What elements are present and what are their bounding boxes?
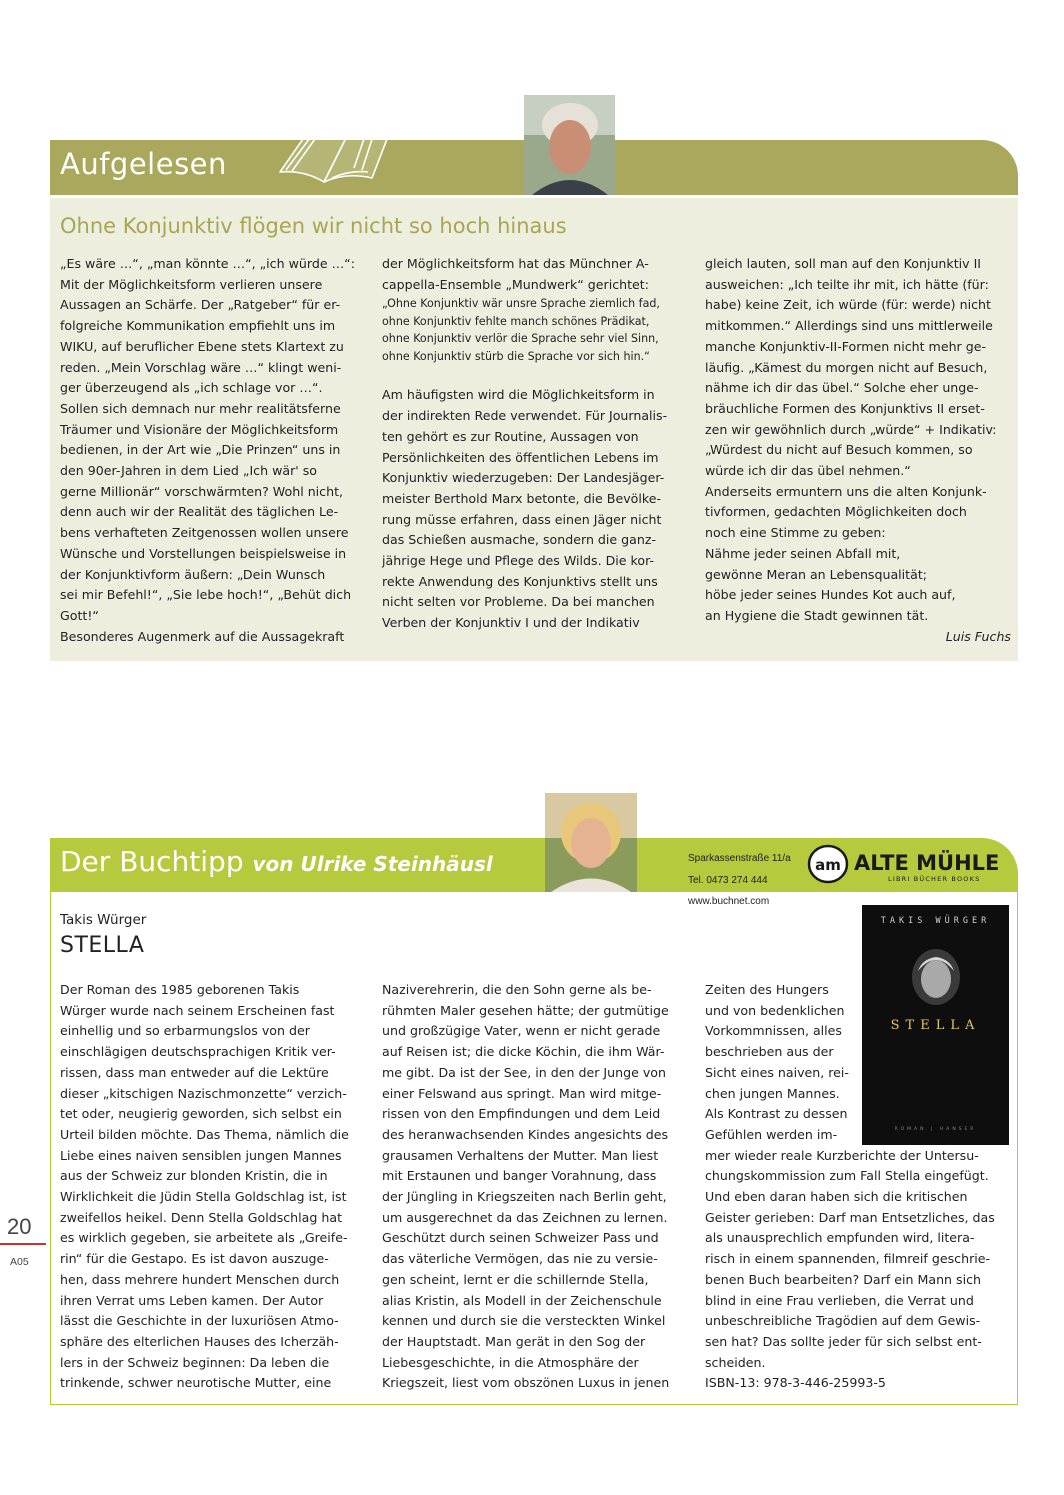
text-line: Geschützt durch seinen Schweizer Pass und — [382, 1230, 659, 1246]
text-line: Geister gerieben: Darf man Entsetzliches, das — [705, 1209, 995, 1225]
quote-line: „Ohne Konjunktiv wär unsre Sprache ziemlich fad, — [382, 297, 660, 311]
text-line: Gefühlen werden im- — [705, 1126, 838, 1142]
text-line: Nähme jeder seinen Abfall mit, — [705, 545, 901, 561]
text-line: Urteil bilden möchte. Das Thema, nämlich die — [60, 1126, 349, 1142]
review-column-2 — [382, 980, 692, 1394]
buchtipp-title-text: Der Buchtipp — [60, 845, 244, 878]
text-line: scheiden. — [705, 1354, 766, 1370]
text-line: das Schießen ausmache, sondern die ganz- — [382, 532, 657, 548]
text-line: Wirklichkeit die Jüdin Stella Goldschlag ist, ist — [60, 1189, 347, 1205]
text-line: Als Kontrast zu dessen — [705, 1106, 848, 1122]
text-line: hen, dass mehrere hundert Menschen durch — [60, 1271, 340, 1287]
buchtipp-byline: von Ulrike Steinhäusl — [252, 852, 493, 876]
text-line: gleich lauten, soll man auf den Konjunktiv II — [705, 256, 982, 271]
text-line: läufig. „Kämest du morgen nicht auf Besuch, — [705, 359, 988, 375]
text-line: ISBN-13: 978-3-446-25993-5 — [705, 1375, 886, 1391]
text-line: den 90er-Jahren in dem Lied „Ich wär' so — [60, 463, 317, 479]
text-line: nähme ich dir das übel.“ Solche eher unge- — [705, 380, 979, 396]
article-column-3 — [705, 254, 1011, 647]
text-line: mitkommen.“ Allerdings sind uns mittlerweile — [705, 318, 993, 334]
cover-author: TAKIS WÜRGER — [880, 916, 991, 926]
author-photo-ulrike-steinhaeusl — [545, 793, 637, 892]
text-line: Verben der Konjunktiv I und der Indikativ — [382, 615, 640, 631]
logo-subtitle: LIBRI BÜCHER BOOKS — [888, 875, 981, 883]
author-photo-luis-fuchs — [524, 95, 615, 195]
svg-text:am: am — [815, 856, 841, 874]
text-line: lers in der Schweiz beginnen: Da leben die — [60, 1354, 330, 1370]
text-line: sen hat? Das sollte jeder für sich selbst ent- — [705, 1333, 982, 1349]
cover-title: STELLA — [890, 1018, 981, 1033]
text-line: Sollen sich demnach nur mehr realitätsferne — [60, 400, 341, 416]
text-line: blind in eine Frau verlieben, die Verrat und — [705, 1292, 974, 1308]
text-line: gerne Millionär“ vorschwärmten? Wohl nicht, — [60, 483, 344, 499]
text-line: kennen und durch sie die versteckten Winkel — [382, 1313, 666, 1329]
text-line: rissen, dass man entweder auf die Lektüre — [60, 1064, 329, 1080]
text-line: zweifellos heikel. Denn Stella Goldschlag hat — [60, 1209, 343, 1225]
text-line: me gibt. Da ist der See, in den der Junge von — [382, 1064, 666, 1080]
article-column-1 — [60, 254, 368, 647]
author-signature: Luis Fuchs — [945, 628, 1011, 644]
text-line: mit Erstaunen und banger Vorahnung, dass — [382, 1168, 657, 1184]
text-line: bräuchliche Formen des Konjunktivs II erset- — [705, 400, 985, 416]
text-line: ten gehört es zur Routine, Aussagen von — [382, 428, 639, 444]
text-line: manche Konjunktiv-II-Formen nicht mehr ge- — [705, 338, 987, 354]
address-line: www.buchnet.com — [688, 896, 770, 907]
text-line: Gott!“ — [60, 607, 99, 623]
cover-footer: ROMAN | HANSER — [894, 1127, 977, 1132]
text-line: unbeschreibliche Tragödien auf dem Gewis- — [705, 1313, 981, 1329]
article-headline: Ohne Konjunktiv flögen wir nicht so hoch hinaus — [60, 214, 567, 238]
text-line: der Möglichkeitsform hat das Münchner A- — [382, 256, 649, 271]
text-line: denn auch wir der Realität des täglichen Le- — [60, 504, 339, 520]
text-line: chungskommission zum Fall Stella eingefügt. — [705, 1168, 989, 1184]
text-line: gen scheint, lernt er die schillernde Stella, — [382, 1271, 649, 1287]
text-line: Besonderes Augenmerk auf die Aussagekraft — [60, 628, 345, 644]
text-line: rung müsse erfahren, dass einen Jäger nicht — [382, 511, 662, 527]
text-line: mer wieder reale Kurzberichte der Untersu- — [705, 1147, 979, 1163]
text-line: der Jüngling in Kriegszeiten nach Berlin geht, — [382, 1189, 667, 1205]
text-line: und von bedenklichen — [705, 1002, 845, 1018]
text-line: reden. „Mein Vorschlag wäre …“ klingt weni- — [60, 359, 342, 375]
text-line: bens verhafteten Zeitgenossen wollen unsere — [60, 525, 349, 541]
text-line: Konjunktiv wiederzugeben: Der Landesjäger- — [382, 470, 665, 486]
address-line: Tel. 0473 274 444 — [688, 874, 768, 886]
text-line: tivformen, gedachten Möglichkeiten doch — [705, 504, 967, 520]
text-line: Anderseits ermuntern uns die alten Konjunk- — [705, 483, 987, 499]
text-line: meister Berthold Marx betonte, die Bevölke- — [382, 490, 661, 506]
text-line: es wirklich gegeben, sie arbeitete als „Greife- — [60, 1230, 348, 1246]
text-line: aus der Schweiz zur blonden Kristin, die in — [60, 1168, 328, 1184]
page-number-rule — [0, 1243, 46, 1245]
text-line: trinkende, schwer neurotische Mutter, eine — [60, 1375, 332, 1391]
text-line: bedienen, in der Art wie „Die Prinzen“ uns in — [60, 442, 341, 458]
text-line: sei mir Befehl!“, „Sie lebe hoch!“, „Behüt dich — [60, 587, 352, 603]
text-line: Sicht eines naiven, rei- — [705, 1064, 849, 1080]
alte-muehle-logo — [806, 840, 1000, 888]
aufgelesen-title: Aufgelesen — [60, 147, 227, 181]
book-author: Takis Würger — [60, 912, 147, 928]
quote-line: ohne Konjunktiv fehlte manch schönes Prädikat, — [382, 314, 650, 328]
text-line: „Würdest du nicht auf Besuch kommen, so — [705, 442, 973, 458]
text-line: sphäre des elterlichen Hauses des Icherzäh- — [60, 1333, 339, 1349]
text-line: an Hygiene die Stadt gewinnen tät. — [705, 607, 929, 623]
text-line: Wünsche und Vorstellungen beispielsweise in — [60, 545, 347, 561]
text-line: rissen von den Empfindungen und dem Leid — [382, 1106, 661, 1122]
text-line: würde ich dir das übel nehmen.“ — [705, 463, 911, 479]
text-line: rin“ für die Gestapo. Es ist davon auszuge- — [60, 1251, 329, 1267]
text-line: Liebe eines naiven sensiblen jungen Mannes — [60, 1147, 342, 1163]
text-line: Liebesgeschichte, in die Atmosphäre der — [382, 1354, 639, 1370]
text-line: als unausprechlich empfunden wird, litera- — [705, 1230, 975, 1246]
text-line: chen jungen Mannes. — [705, 1085, 840, 1101]
text-line: rekte Anwendung des Konjunktivs stellt uns — [382, 573, 658, 589]
review-column-3 — [705, 980, 1011, 1394]
text-line: um ausgerechnet da das Zeichnen zu lernen. — [382, 1209, 668, 1225]
text-line: des heranwachsenden Kindes angesichts des — [382, 1126, 669, 1142]
text-line: Naziverehrerin, die den Sohn gerne als be- — [382, 982, 652, 997]
text-line: der Hauptstadt. Man gerät in den Sog der — [382, 1333, 646, 1349]
text-line: Vorkommnissen, alles — [705, 1023, 842, 1039]
text-line: alias Kristin, als Modell in der Zeichenschule — [382, 1292, 662, 1308]
quote-line: ohne Konjunktiv verlör die Sprache sehr viel Sinn, — [382, 332, 659, 346]
text-line: gewönne Meran an Lebensqualität; — [705, 566, 928, 582]
text-line: auf Reisen ist; die dicke Köchin, die ihm Wär- — [382, 1044, 665, 1060]
text-line: Mit der Möglichkeitsform verlieren unsere — [60, 276, 323, 292]
text-line: Am häufigsten wird die Möglichkeitsform in — [382, 387, 655, 403]
article-column-2 — [382, 254, 692, 634]
text-line: rühmten Maler gesehen hätte; der gutmütige — [382, 1002, 669, 1018]
text-line: WIKU, auf beruflicher Ebene stets Klartext zu — [60, 338, 344, 354]
address-line: Sparkassenstraße 11/a — [688, 853, 791, 864]
text-line: und großzügige Vater, wenn er nicht gerade — [382, 1023, 661, 1039]
logo-name: ALTE MÜHLE — [854, 851, 1000, 875]
text-line: der indirekten Rede verwendet. Für Journalis- — [382, 408, 668, 424]
text-line: Würger wurde nach seinem Erscheinen fast — [60, 1002, 335, 1018]
text-line: dieser „kitschigen Nazischmonzette“ verzich- — [60, 1085, 347, 1101]
text-line: „Es wäre …“, „man könnte …“, „ich würde …“: — [60, 256, 355, 271]
page-code: A05 — [10, 1256, 29, 1268]
text-line: der Konjunktivform äußern: „Dein Wunsch — [60, 566, 326, 582]
text-line: risch in einem spannenden, filmreif geschrie- — [705, 1251, 991, 1267]
text-line: Zeiten des Hungers — [705, 982, 829, 997]
text-line: Aussagen an Schärfe. Der „Ratgeber“ für er- — [60, 297, 341, 313]
text-line: ihren Verrat ums Leben kamen. Der Autor — [60, 1292, 324, 1308]
text-line: Der Roman des 1985 geborenen Takis — [60, 982, 300, 997]
text-line: benen Buch bearbeiten? Darf ein Mann sich — [705, 1271, 981, 1287]
text-line: habe) keine Zeit, ich würde (für: werde) nicht — [705, 297, 991, 313]
text-line: nicht selten vor Probleme. Da bei manchen — [382, 594, 655, 610]
text-line: grausamen Verhaltens der Mutter. Man liest — [382, 1147, 659, 1163]
quote-line: ohne Konjunktiv stürb die Sprache vor sich hin.“ — [382, 349, 650, 363]
text-line: Persönlichkeiten des öffentlichen Lebens im — [382, 449, 659, 465]
text-line: beschrieben aus der — [705, 1044, 834, 1060]
text-line: tet oder, neugierig geworden, sich selbst ein — [60, 1106, 342, 1122]
text-line: einschlägigen deutschsprachigen Kritik ver- — [60, 1044, 336, 1060]
text-line: zen wir gewöhnlich durch „würde“ + Indikativ: — [705, 421, 997, 437]
text-line: höbe jeder seines Hundes Kot auch auf, — [705, 587, 956, 603]
text-line: Kriegszeit, liest vom obszönen Luxus in jenen — [382, 1375, 670, 1391]
text-line: einhellig und so erbarmungslos von der — [60, 1023, 310, 1039]
page-number: 20 — [7, 1214, 32, 1239]
text-line: jährige Hege und Pflege des Wilds. Die kor- — [382, 553, 655, 569]
book-title: STELLA — [60, 933, 145, 958]
buchtipp-title — [60, 845, 493, 878]
open-book-icon — [272, 112, 402, 188]
text-line: Und eben daran haben sich die kritischen — [705, 1189, 968, 1205]
text-line: cappella-Ensemble „Mundwerk“ gerichtet: — [382, 276, 649, 292]
text-line: ger überzeugend als „ich schlage vor …“. — [60, 380, 323, 396]
review-column-1 — [60, 980, 370, 1394]
text-line: ausweichen: „Ich teilte ihr mit, ich hätte (für: — [705, 276, 989, 292]
text-line: einer Felswand aus springt. Man wird mitge- — [382, 1085, 662, 1101]
text-line: lässt die Geschichte in der luxuriösen Atmo- — [60, 1313, 339, 1329]
text-line: Träumer und Visionäre der Möglichkeitsform — [60, 421, 339, 437]
text-line: folgreiche Kommunikation empfiehlt uns im — [60, 318, 336, 334]
text-line: noch eine Stimme zu geben: — [705, 525, 886, 541]
text-line: das väterliche Vermögen, das nie zu versie- — [382, 1251, 658, 1267]
